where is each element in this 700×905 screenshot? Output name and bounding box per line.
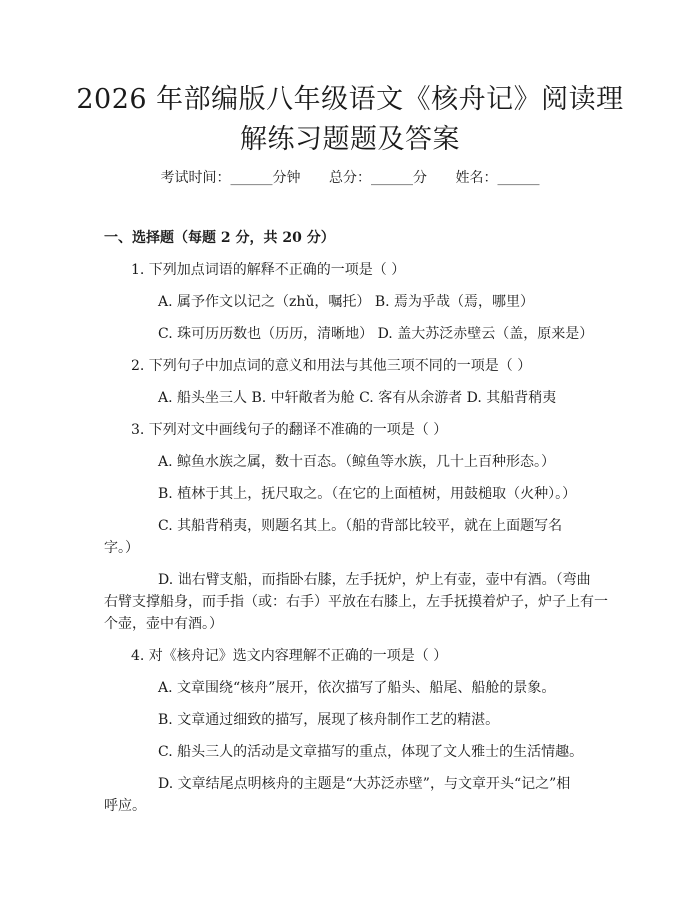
exam-time-field: 考试时间：______分钟 [160,170,301,186]
exam-info-row [0,168,700,188]
question-1-options-cd: C. 珠可历历数也（历历，清晰地） D. 盖大苏泛赤壁云（盖，原来是） [158,326,594,342]
question-2-options: A. 船头坐三人 B. 中轩敞者为舱 C. 客有从余游者 D. 其船背稍夷 [158,390,557,406]
question-4-stem: 4. 对《核舟记》选文内容理解不正确的一项是（ ） [131,648,448,664]
question-3-stem: 3. 下列对文中画线句子的翻译不准确的一项是（ ） [131,422,448,438]
total-score-field: 总分：______分 [329,170,427,186]
document-title-line-2: 解练习题题及答案 [240,124,460,155]
question-4-option-b: B. 文章通过细致的描写，展现了核舟制作工艺的精湛。 [158,712,500,728]
question-4-option-d-line-2: 呼应。 [104,798,146,814]
document-title-line-1: 2026 年部编版八年级语文《核舟记》阅读理 [76,84,624,115]
question-3-option-b: B. 植林于其上，抚尺取之。（在它的上面植树，用鼓槌取（火种）。） [158,486,577,502]
section-heading: 一、选择题（每题 2 分，共 20 分） [104,230,335,246]
question-4-option-c: C. 船头三人的活动是文章描写的重点，体现了文人雅士的生活情趣。 [158,744,584,760]
question-3-option-d-line-1: D. 诎右臂支船，而指卧右膝，左手抚炉，炉上有壶，壶中有酒。（弯曲 [158,572,591,588]
question-3-option-c-line-2: 字。） [104,540,139,556]
question-1-options-ab: A. 属予作文以记之（zhǔ，嘱托） B. 焉为乎哉（焉，哪里） [158,294,535,310]
question-4-option-d-line-1: D. 文章结尾点明核舟的主题是“大苏泛赤壁”，与文章开头“记之”相 [158,776,571,792]
student-name-field: 姓名：______ [455,170,540,186]
question-3-option-a: A. 鲸鱼水族之属，数十百态。（鲸鱼等水族，几十上百种形态。） [158,454,556,470]
question-4-option-a: A. 文章围绕“核舟”展开，依次描写了船头、船尾、船舱的景象。 [158,680,556,696]
question-2-stem: 2. 下列句子中加点词的意义和用法与其他三项不同的一项是（ ） [131,358,532,374]
question-3-option-d-line-2: 右臂支撑船身，而手指（或：右手）平放在右膝上，左手抚摸着炉子，炉子上有一 [104,594,608,610]
question-3-option-c-line-1: C. 其船背稍夷，则题名其上。（船的背部比较平，就在上面题写名 [158,518,563,534]
question-3-option-d-line-3: 个壶，壶中有酒。） [104,616,223,632]
question-1-stem: 1. 下列加点词语的解释不正确的一项是（ ） [131,262,406,278]
